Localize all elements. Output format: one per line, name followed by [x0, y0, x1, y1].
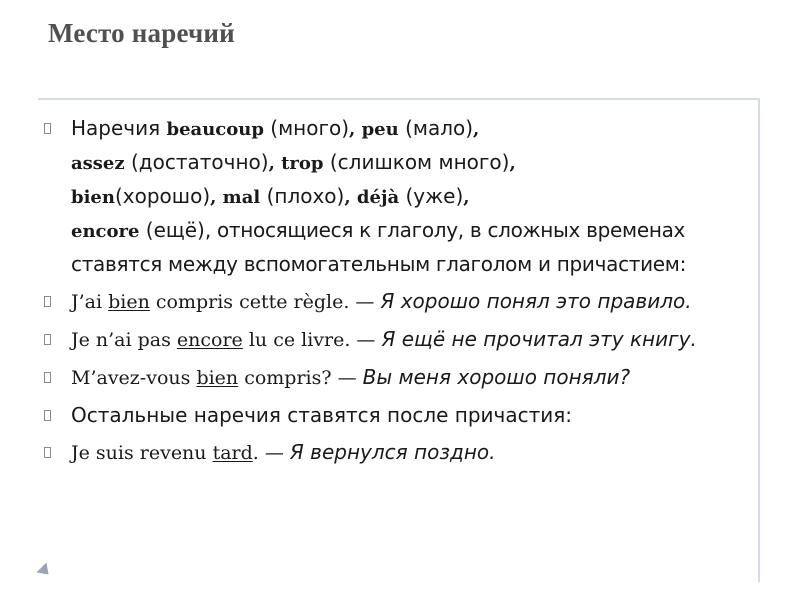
- underlined-adverb: encore: [176, 329, 243, 351]
- separator-comma: ,: [344, 187, 357, 208]
- bullet-square-icon: [44, 334, 51, 345]
- french-example: J’ai: [71, 291, 109, 313]
- corner-arrow-icon: [37, 563, 54, 580]
- russian-translation: Я ещё не прочитал эту книгу.: [381, 327, 697, 351]
- translation-text: (хорошо): [114, 184, 211, 208]
- translation-text: (плохо): [260, 184, 345, 208]
- french-example: compris? —: [238, 367, 363, 389]
- separator-comma: ,: [268, 153, 282, 174]
- adverb-word: bien: [71, 187, 115, 208]
- list-item-example: [44, 285, 744, 318]
- french-example: . —: [252, 442, 290, 464]
- adverb-word: mal: [222, 187, 261, 208]
- adverb-word: assez: [71, 153, 125, 174]
- russian-translation: Вы меня хорошо поняли?: [362, 365, 631, 389]
- separator-comma: ,: [210, 187, 223, 208]
- french-example: compris cette règle. —: [149, 291, 381, 313]
- list-item-example: [44, 361, 744, 394]
- separator-comma: ,: [473, 119, 480, 140]
- russian-translation: Я хорошо понял это правило.: [380, 289, 692, 313]
- rule-text: , относящиеся к глаголу, в сложных временах ставятся между вспомогательным глаголом и причастием:: [71, 218, 687, 276]
- translation-text: (слишком много): [323, 150, 510, 174]
- translation-text: (уже): [399, 184, 464, 208]
- french-example: M’avez-vous: [71, 367, 197, 389]
- adverb-word: peu: [361, 119, 399, 140]
- adverb-word: beaucoup: [166, 119, 264, 140]
- underlined-adverb: tard: [212, 442, 253, 464]
- french-example: Je suis revenu: [71, 442, 213, 464]
- adverb-word: déjà: [356, 187, 400, 208]
- bullet-square-icon: [44, 296, 51, 307]
- bullet-square-icon: [44, 447, 51, 458]
- russian-translation: Я вернулся поздно.: [289, 440, 496, 464]
- underlined-adverb: bien: [108, 291, 150, 313]
- list-item-example: [44, 436, 744, 469]
- french-example: lu ce livre. —: [242, 329, 382, 351]
- bullet-square-icon: [44, 123, 51, 134]
- french-example: Je n’ai pas: [71, 329, 177, 351]
- bullet-square-icon: [44, 372, 51, 383]
- right-divider: [758, 98, 760, 582]
- page-title: Место наречий: [48, 18, 235, 48]
- adverb-word: encore: [71, 221, 140, 242]
- list-item-rule: [44, 399, 744, 431]
- translation-text: (ещё): [139, 218, 205, 242]
- intro-text: Наречия: [71, 116, 167, 140]
- list-item-example: [44, 323, 744, 356]
- title-divider: [38, 98, 760, 100]
- separator-comma: ,: [463, 187, 470, 208]
- bullet-list: [44, 112, 744, 474]
- separator-comma: ,: [509, 153, 516, 174]
- bullet-square-icon: [44, 410, 51, 421]
- list-item-intro: [44, 112, 744, 280]
- adverb-word: trop: [281, 153, 324, 174]
- translation-text: (много): [263, 116, 350, 140]
- translation-text: (достаточно): [124, 150, 269, 174]
- separator-comma: ,: [349, 119, 362, 140]
- translation-text: (мало): [398, 116, 474, 140]
- underlined-adverb: bien: [196, 367, 239, 389]
- rule-text: Остальные наречия ставятся после причастия:: [71, 403, 573, 427]
